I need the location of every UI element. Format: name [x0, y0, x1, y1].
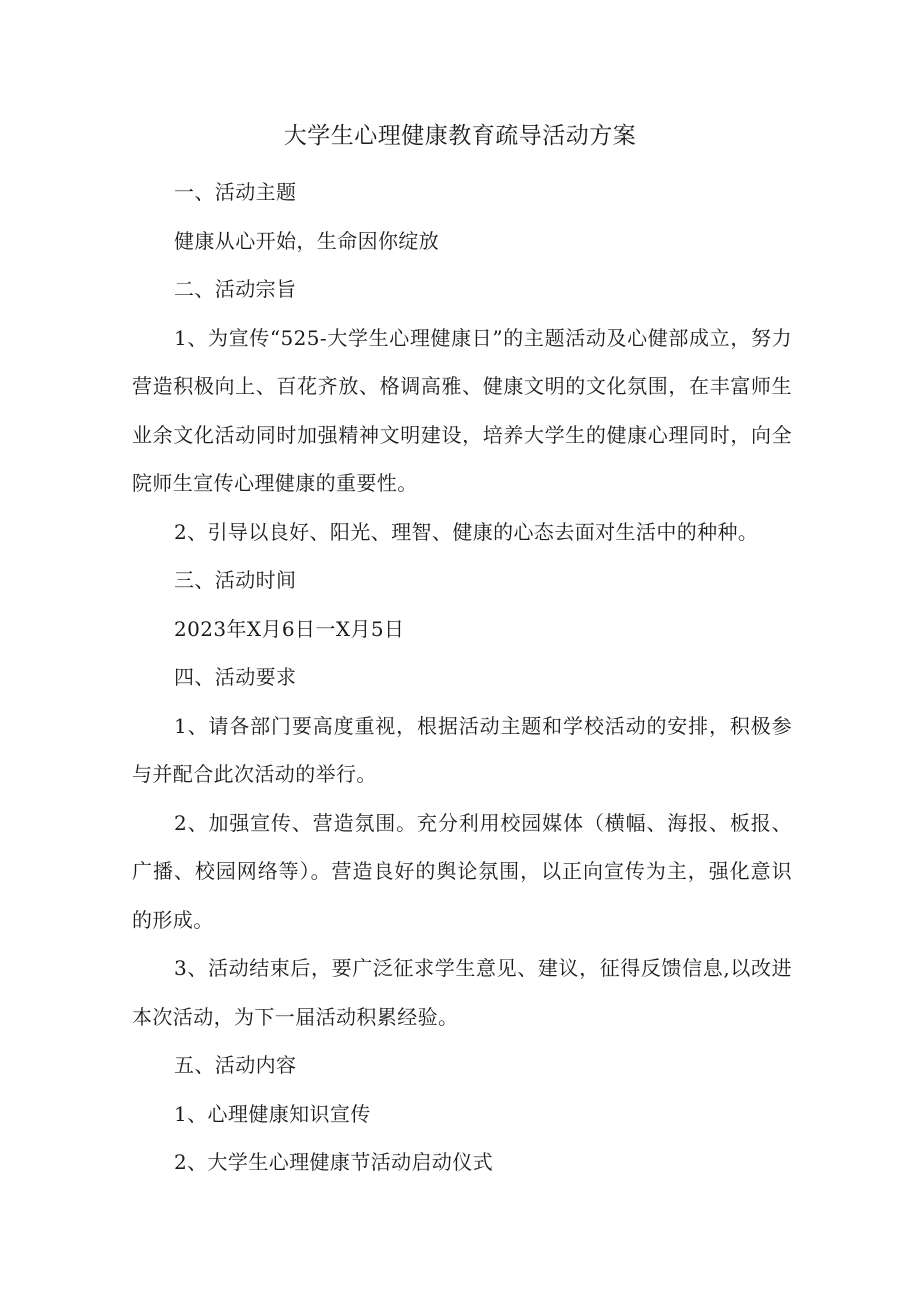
- paragraph-purpose-2: 2、引导以良好、阳光、理智、健康的心态去面对生活中的种种。: [174, 519, 759, 544]
- section-heading-content: 五、活动内容: [174, 1053, 297, 1077]
- paragraph-requirements-2: 2、加强宣传、营造氛围。充分利用校园媒体（横幅、海报、板报、广播、校园网络等）。营造良好的舆论氛围，以正向宣传为主，强化意识的形成。: [132, 810, 792, 932]
- paragraph-purpose-1: 1、为宣传“525-大学生心理健康日”的主题活动及心健部成立，努力营造积极向上、百花齐放、格调高雅、健康文明的文化氛围，在丰富师生业余文化活动同时加强精神文明建设，培养大学生的健康心理同时，向全院师生宣传心理健康的重要性。: [132, 325, 792, 495]
- section-heading-requirements: 四、活动要求: [174, 665, 297, 689]
- paragraph-content-2: 2、大学生心理健康节活动启动仪式: [174, 1150, 494, 1174]
- document-title: 大学生心理健康教育疏导活动方案: [283, 123, 637, 149]
- paragraph-requirements-1: 1、请各部门要高度重视，根据活动主题和学校活动的安排，积极参与并配合此次活动的举行。: [132, 713, 792, 786]
- paragraph-content-1: 1、心理健康知识宣传: [174, 1101, 371, 1126]
- paragraph-requirements-3: 3、活动结束后，要广泛征求学生意见、建议，征得反馈信息,以改进本次活动，为下一届活动积累经验。: [132, 956, 792, 1029]
- section-heading-purpose: 二、活动宗旨: [174, 277, 297, 301]
- paragraph-theme: 健康从心开始，生命因你绽放: [174, 228, 440, 253]
- section-heading-theme: 一、活动主题: [174, 180, 297, 204]
- paragraph-time: 2023年X月6日一X月5日: [174, 616, 405, 641]
- section-heading-time: 三、活动时间: [174, 568, 297, 592]
- document-body: [132, 168, 792, 1187]
